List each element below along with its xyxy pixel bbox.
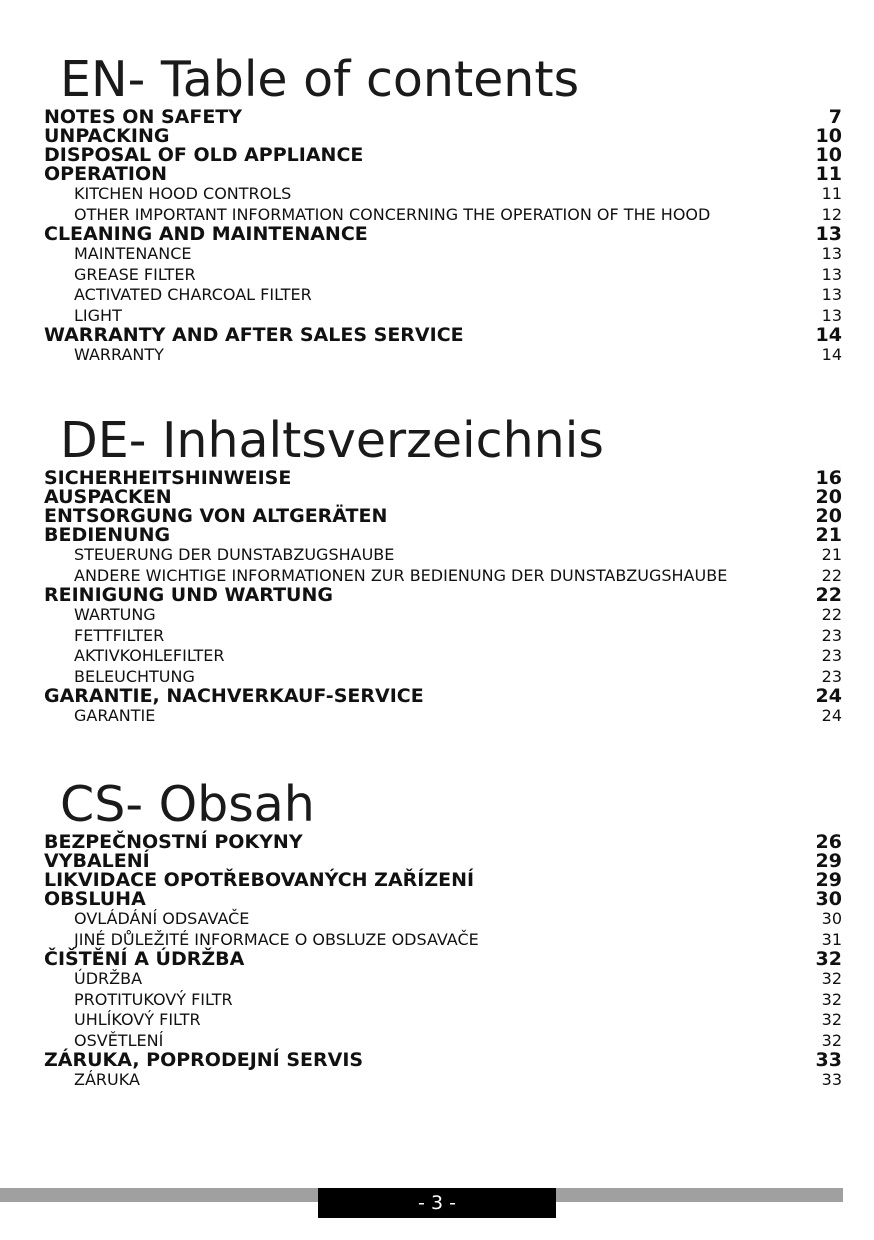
entry-page-number: 33 bbox=[815, 1049, 842, 1071]
toc-entry[interactable] bbox=[44, 225, 842, 244]
entry-label: GREASE FILTER bbox=[74, 264, 196, 284]
entry-page-number: 26 bbox=[815, 831, 842, 853]
entry-page-number: 10 bbox=[815, 125, 842, 147]
toc-list bbox=[44, 108, 842, 366]
toc-subentry[interactable] bbox=[44, 605, 842, 626]
entry-page-number: 13 bbox=[821, 285, 842, 304]
entry-label: WARRANTY AND AFTER SALES SERVICE bbox=[44, 324, 464, 346]
entry-page-number: 13 bbox=[815, 223, 842, 245]
toc-subentry[interactable] bbox=[44, 1070, 842, 1091]
entry-label: VYBALENÍ bbox=[44, 850, 150, 872]
entry-page-number: 12 bbox=[821, 204, 842, 224]
entry-page-number: 22 bbox=[821, 605, 842, 624]
entry-page-number: 32 bbox=[821, 1010, 842, 1029]
entry-page-number: 22 bbox=[821, 565, 842, 585]
entry-page-number: 32 bbox=[821, 969, 842, 988]
entry-label: BELEUCHTUNG bbox=[74, 666, 195, 686]
toc-section-cs bbox=[44, 777, 842, 1091]
toc-entry[interactable] bbox=[44, 687, 842, 706]
entry-label: ZÁRUKA bbox=[74, 1070, 140, 1089]
entry-page-number: 29 bbox=[815, 850, 842, 872]
toc-entry[interactable] bbox=[44, 326, 842, 345]
entry-label: ÚDRŽBA bbox=[74, 969, 143, 988]
entry-label: ZÁRUKA, POPRODEJNÍ SERVIS bbox=[44, 1049, 364, 1071]
entry-page-number: 24 bbox=[821, 706, 842, 725]
toc-subentry[interactable] bbox=[44, 285, 842, 306]
entry-label: OPERATION bbox=[44, 163, 167, 185]
entry-page-number: 24 bbox=[815, 685, 842, 707]
entry-label: PROTITUKOVÝ FILTR bbox=[74, 989, 233, 1009]
entry-page-number: 13 bbox=[821, 244, 842, 263]
entry-label: WARRANTY bbox=[74, 345, 164, 364]
toc-subentry[interactable] bbox=[44, 1031, 842, 1052]
section-title: CS- Obsah bbox=[60, 776, 315, 833]
entry-label: JINÉ DŮLEŽITÉ INFORMACE O OBSLUZE ODSAVAČE bbox=[74, 929, 479, 949]
toc-entry[interactable] bbox=[44, 950, 842, 969]
entry-label: NOTES ON SAFETY bbox=[44, 106, 243, 128]
entry-page-number: 10 bbox=[815, 144, 842, 166]
page-number: - 3 - bbox=[318, 1188, 556, 1218]
entry-label: KITCHEN HOOD CONTROLS bbox=[74, 184, 292, 203]
entry-label: MAINTENANCE bbox=[74, 244, 192, 263]
toc-subentry[interactable] bbox=[44, 306, 842, 327]
toc-entry[interactable] bbox=[44, 890, 842, 909]
entry-label: CLEANING AND MAINTENANCE bbox=[44, 223, 368, 245]
entry-page-number: 23 bbox=[821, 646, 842, 665]
toc-subentry[interactable] bbox=[44, 1010, 842, 1031]
entry-label: UNPACKING bbox=[44, 125, 170, 147]
entry-page-number: 11 bbox=[815, 163, 842, 185]
entry-page-number: 14 bbox=[815, 324, 842, 346]
entry-label: ACTIVATED CHARCOAL FILTER bbox=[74, 285, 312, 304]
entry-label: AKTIVKOHLEFILTER bbox=[74, 646, 225, 665]
toc-subentry[interactable] bbox=[44, 990, 842, 1011]
entry-label: AUSPACKEN bbox=[44, 486, 172, 508]
toc-subentry[interactable] bbox=[44, 244, 842, 265]
entry-page-number: 33 bbox=[821, 1070, 842, 1089]
entry-page-number: 23 bbox=[821, 625, 842, 645]
toc-entry[interactable] bbox=[44, 1051, 842, 1070]
toc-list bbox=[44, 833, 842, 1091]
entry-label: BEZPEČNOSTNÍ POKYNY bbox=[44, 831, 303, 853]
toc-subentry[interactable] bbox=[44, 184, 842, 205]
toc-list bbox=[44, 469, 842, 727]
toc-entry[interactable] bbox=[44, 165, 842, 184]
entry-label: DISPOSAL OF OLD APPLIANCE bbox=[44, 144, 364, 166]
entry-page-number: 7 bbox=[828, 106, 842, 128]
toc-subentry[interactable] bbox=[44, 969, 842, 990]
entry-label: WARTUNG bbox=[74, 605, 156, 624]
toc-subentry[interactable] bbox=[44, 205, 842, 226]
entry-page-number: 13 bbox=[821, 264, 842, 284]
entry-label: OBSLUHA bbox=[44, 888, 146, 910]
entry-label: OSVĚTLENÍ bbox=[74, 1030, 164, 1050]
entry-label: ČIŠTĚNÍ A ÚDRŽBA bbox=[44, 948, 245, 970]
entry-page-number: 31 bbox=[821, 929, 842, 949]
entry-label: ENTSORGUNG VON ALTGERÄTEN bbox=[44, 505, 388, 527]
toc-section-de bbox=[44, 413, 842, 727]
entry-label: STEUERUNG DER DUNSTABZUGSHAUBE bbox=[74, 545, 395, 564]
toc-section-en bbox=[44, 52, 842, 366]
toc-subentry[interactable] bbox=[44, 909, 842, 930]
section-title: DE- Inhaltsverzeichnis bbox=[60, 412, 604, 469]
entry-label: SICHERHEITSHINWEISE bbox=[44, 467, 292, 489]
entry-page-number: 20 bbox=[815, 505, 842, 527]
toc-subentry[interactable] bbox=[44, 667, 842, 688]
toc-subentry[interactable] bbox=[44, 646, 842, 667]
entry-page-number: 21 bbox=[821, 545, 842, 564]
entry-page-number: 32 bbox=[821, 989, 842, 1009]
toc-subentry[interactable] bbox=[44, 265, 842, 286]
toc-subentry[interactable] bbox=[44, 706, 842, 727]
entry-label: GARANTIE bbox=[74, 706, 156, 725]
entry-label: FETTFILTER bbox=[74, 625, 165, 645]
entry-label: LIKVIDACE OPOTŘEBOVANÝCH ZAŘÍZENÍ bbox=[44, 869, 475, 891]
entry-page-number: 23 bbox=[821, 666, 842, 686]
toc-entry[interactable] bbox=[44, 586, 842, 605]
entry-page-number: 20 bbox=[815, 486, 842, 508]
toc-subentry[interactable] bbox=[44, 566, 842, 587]
toc-entry[interactable] bbox=[44, 526, 842, 545]
toc-subentry[interactable] bbox=[44, 626, 842, 647]
entry-page-number: 29 bbox=[815, 869, 842, 891]
entry-label: OTHER IMPORTANT INFORMATION CONCERNING THE OPERATION OF THE HOOD bbox=[74, 204, 711, 224]
toc-subentry[interactable] bbox=[44, 345, 842, 366]
entry-page-number: 32 bbox=[815, 948, 842, 970]
entry-label: LIGHT bbox=[74, 305, 122, 325]
entry-label: ANDERE WICHTIGE INFORMATIONEN ZUR BEDIENUNG DER DUNSTABZUGSHAUBE bbox=[74, 565, 728, 585]
toc-entry[interactable] bbox=[44, 871, 842, 890]
section-title: EN- Table of contents bbox=[60, 51, 580, 108]
entry-label: OVLÁDÁNÍ ODSAVAČE bbox=[74, 909, 250, 928]
entry-label: REINIGUNG UND WARTUNG bbox=[44, 584, 333, 606]
entry-page-number: 30 bbox=[821, 909, 842, 928]
entry-label: UHLÍKOVÝ FILTR bbox=[74, 1010, 201, 1029]
entry-page-number: 30 bbox=[815, 888, 842, 910]
entry-page-number: 16 bbox=[815, 467, 842, 489]
entry-label: GARANTIE, NACHVERKAUF-SERVICE bbox=[44, 685, 424, 707]
entry-page-number: 14 bbox=[821, 345, 842, 364]
toc-subentry[interactable] bbox=[44, 930, 842, 951]
entry-page-number: 22 bbox=[815, 584, 842, 606]
entry-label: BEDIENUNG bbox=[44, 524, 171, 546]
toc-entry[interactable] bbox=[44, 833, 842, 852]
entry-page-number: 21 bbox=[815, 524, 842, 546]
toc-subentry[interactable] bbox=[44, 545, 842, 566]
entry-page-number: 11 bbox=[821, 184, 842, 203]
entry-page-number: 32 bbox=[821, 1030, 842, 1050]
entry-page-number: 13 bbox=[821, 305, 842, 325]
